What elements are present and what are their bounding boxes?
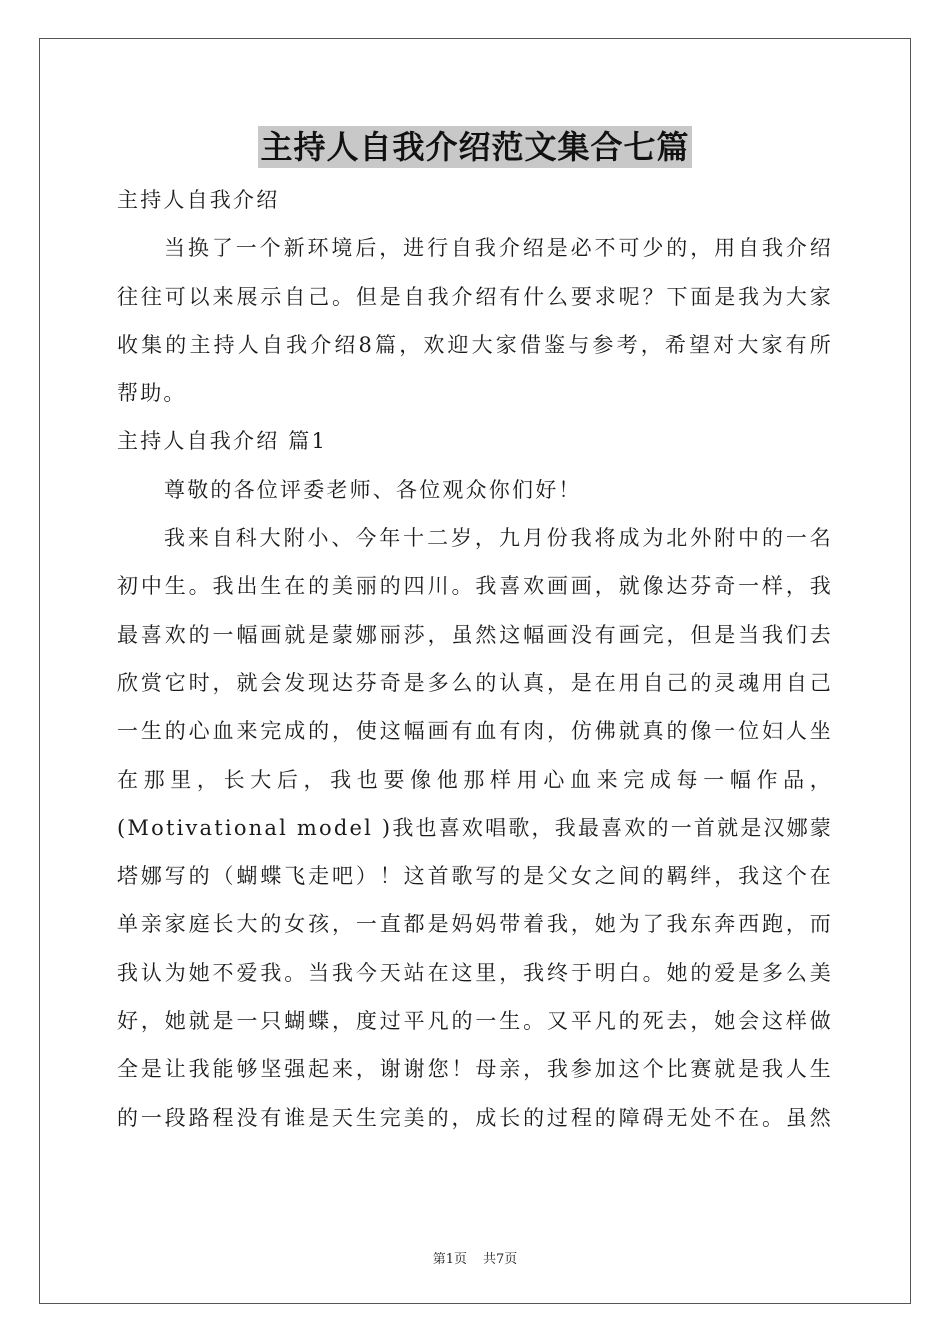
paragraph-line: 全是让我能够坚强起来，谢谢您！母亲，我参加这个比赛就是我人生	[117, 1057, 833, 1082]
section-heading: 主持人自我介绍 篇1	[117, 429, 328, 454]
paragraph-line: 往往可以来展示自己。但是自我介绍有什么要求呢？下面是我为大家	[117, 284, 833, 309]
document-title: 主持人自我介绍范文集合七篇	[260, 128, 690, 166]
paragraph-line: 帮助。	[117, 381, 187, 406]
paragraph-line: 一生的心血来完成的，使这幅画有血有肉，仿佛就真的像一位妇人坐	[117, 719, 833, 744]
paragraph-line: 我认为她不爱我。当我今天站在这里，我终于明白。她的爱是多么美	[117, 960, 833, 985]
paragraph-line: 单亲家庭长大的女孩，一直都是妈妈带着我，她为了我东奔西跑，而	[117, 912, 833, 937]
paragraph-line: (Motivational model )我也喜欢唱歌，我最喜欢的一首就是汉娜蒙	[117, 815, 833, 840]
paragraph-line: 好，她就是一只蝴蝶，度过平凡的一生。又平凡的死去，她会这样做	[117, 1009, 833, 1034]
paragraph-line: 当换了一个新环境后，进行自我介绍是必不可少的，用自我介绍	[164, 236, 833, 261]
paragraph-line: 收集的主持人自我介绍8篇，欢迎大家借鉴与参考，希望对大家有所	[117, 332, 833, 357]
page-footer	[0, 1248, 950, 1267]
title-container	[0, 126, 950, 168]
paragraph-line: 在那里，长大后，我也要像他那样用心血来完成每一幅作品，	[117, 767, 833, 792]
document-body	[117, 176, 833, 1142]
paragraph-line: 初中生。我出生在的美丽的四川。我喜欢画画，就像达芬奇一样，我	[117, 574, 833, 599]
page-number-current: 第1页	[432, 1252, 467, 1267]
paragraph-line: 最喜欢的一幅画就是蒙娜丽莎，虽然这幅画没有画完，但是当我们去	[117, 622, 833, 647]
section-heading: 主持人自我介绍	[117, 188, 280, 212]
page-number-total: 共7页	[483, 1252, 518, 1267]
paragraph-line: 塔娜写的（蝴蝶飞走吧）！这首歌写的是父女之间的羁绊，我这个在	[117, 864, 833, 889]
paragraph-line: 的一段路程没有谁是天生完美的，成长的过程的障碍无处不在。虽然	[117, 1105, 833, 1130]
paragraph-line: 尊敬的各位评委老师、各位观众你们好！	[164, 477, 582, 502]
paragraph-line: 欣赏它时，就会发现达芬奇是多么的认真，是在用自己的灵魂用自己	[117, 670, 833, 695]
paragraph-line: 我来自科大附小、今年十二岁，九月份我将成为北外附中的一名	[164, 526, 833, 551]
